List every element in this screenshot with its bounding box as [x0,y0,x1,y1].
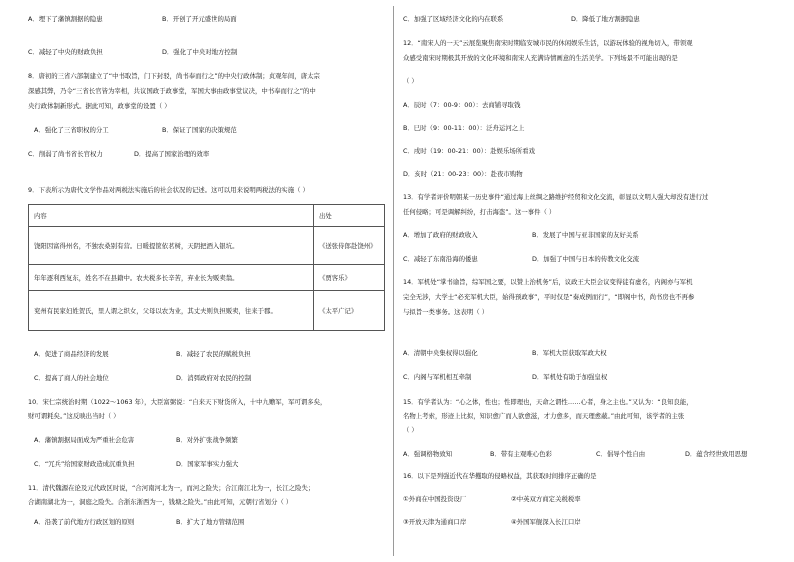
q13-option-a: A．增加了政府的财政收入 [403,231,478,239]
q16-item-1: ①外商在中国投资设厂 [403,495,467,503]
q7-option-c: C．减轻了中央的财政负担 [28,48,103,56]
q9-option-b: B．减轻了农民的赋税负担 [176,350,251,358]
q15-stem-line1: 15．有学者认为：“心之体，性也；性即理也，天命之谓性……心者，身之主也。”又认为：“良知良能， [403,398,693,406]
q16-stem: 16．以下是列强近代在华攫取的侵略权益，其获取时间排序正确的是 [403,472,597,480]
table-cell-content: 兖州有民家妇姓贺氏，里人谓之织女，父母以农为业，其丈夫则负担贩卖，往来于郡。 [29,291,314,331]
q10-option-a: A．藩镇割据局面成为严重社会危害 [34,436,135,444]
q14-stem-line2: 完全无涉，大学士“必充军机大臣，始得预政事”，平时仅是“奏成例而行”，“即阁中书，尚书房也不再参 [403,293,695,301]
q14-option-c: C．内阁与军机相互牵制 [403,373,472,381]
q12-stem-line1: 12．“南宋人的一天”云展览聚焦南宋时期临安城市民的休闲娱乐生活，以游玩体验的视角切入，带领观 [403,39,693,47]
q8-stem-line1: 8．唐初的三省六部制建立了“中书取旨，门下封驳，尚书奉而行之”的中央行政体制；贞观年间，唐太宗 [28,72,320,80]
q7-option-b: B．开创了开元盛世的局面 [162,15,237,23]
q13-option-b: B．发展了中国与亚非国家的友好关系 [532,231,639,239]
table-cell-content: 年年逐利西复东，姓名不在县籍中。农夫税多长辛苦，弃业长为贩卖翁。 [29,265,314,291]
q14-option-a: A．清朝中央集权得以强化 [403,349,478,357]
table-header-source: 出处 [314,205,385,227]
q12-option-b: B．巳时（9：00-11：00）：泛舟运河之上 [403,124,525,132]
q12-option-a: A．辰时（7：00-9：00）：去商铺寻取钱 [403,101,521,109]
q12-stem-line3: （ ） [403,77,418,85]
q8-option-a: A．强化了三省职权的分工 [34,126,109,134]
q10-option-b: B．对外扩张战争频繁 [176,436,238,444]
q11-stem-line2: 合湖南湖北为一，洞庭之险失。合浙东浙西为一，钱塘之险失。”由此可知，元朝行省划分（ ） [28,498,293,506]
q15-option-a: A．强调格物致知 [403,450,453,458]
q10-stem-line1: 10．宋仁宗统治时期（1022～1063 年），大臣富弼说：“自来天下财货所入，十中九赡军，军可谓多矣， [28,398,327,406]
q14-stem-line1: 14．军机处“掌书谕旨，综军国之要，以赞上治机务”后，议政王大臣会议变得徒有虚名，内阁亦与军机 [403,278,693,286]
table-row [29,291,385,331]
table-header-content: 内容 [29,205,314,227]
q11-option-d: D．降低了地方割据隐患 [571,15,640,23]
q13-stem-line1: 13．有学者评价明朝某一历史事件“通过海上丝绸之路维护经贸和文化交流，彰显以文明人强大却没有进行过 [403,193,709,201]
q12-option-c: C．戌时（19：00-21：00）：赴娱乐场所看戏 [403,147,535,155]
q8-option-c: C．削弱了尚书省长官权力 [28,150,103,158]
table-cell-content: 饶阳因富得州名，不独农桑别有营。日暖提筐依茗树，天阴把酒入银坑。 [29,227,314,265]
q8-option-b: B．保证了国家的决策规范 [162,126,237,134]
q9-source-table [28,204,385,331]
q13-stem-line2: 任何侵略；可是调解纠纷，打击海盗”。这一事件（ ） [403,208,556,216]
table-row [29,265,385,291]
q16-item-4: ④外国军舰深入长江口岸 [511,518,581,526]
q8-option-d: D．提高了国家治理的效率 [134,150,210,158]
q9-option-a: A．促进了商品经济的发展 [34,350,109,358]
table-cell-source: 《太平广记》 [314,291,385,331]
q9-stem: 9．下表所示为唐代文学作品对两税法实施后的社会状况的记述。这可以用来说明两税法的实施（ ） [28,186,309,194]
q10-option-c: C．“冗兵”给国家财政造成沉重负担 [34,460,135,468]
q15-stem-line2: 名物上考索，形迹上比拟，知识愈广而人欲愈滋，才力愈多，而天理愈蔽。”由此可知，该学者的主张 [403,412,685,420]
q14-option-d: D．军机处有助于加强皇权 [532,373,608,381]
q11-stem-line1: 11．清代魏源在论及元代政区时说，“合河南河北为一，而河之险失；合江南江北为一，长江之险失； [28,484,315,492]
q15-stem-line3: （ ） [403,426,418,434]
q15-option-c: C．倡导个性自由 [596,450,646,458]
q12-option-d: D．亥时（21：00-23：00）：赴夜市购物 [403,170,523,178]
q8-stem-line3: 央行政体制新形式。据此可知，政事堂的设置（ ） [28,102,171,110]
q7-option-a: A．埋下了藩镇割据的隐患 [28,15,103,23]
q9-option-c: C．提高了商人的社会地位 [34,374,109,382]
q16-item-3: ③开放天津为通商口岸 [403,518,467,526]
table-header-row [29,205,385,227]
q10-option-d: D．国家军事实力强大 [176,460,239,468]
q11-option-b: B．扩大了地方管辖范围 [176,518,245,526]
q11-option-c: C．加强了区域经济文化的内在联系 [403,15,504,23]
q8-stem-line2: 深感其弊，乃令“三省长官皆为宰相，共议国政于政事堂，军国大事由政事堂议决，中书奉而行之”的中 [28,87,316,95]
q15-option-b: B．带有主观唯心色彩 [490,450,552,458]
q14-stem-line3: 与拟旨一类事务。这表明（ ） [403,308,489,316]
table-cell-source: 《贾客乐》 [314,265,385,291]
q10-stem-line2: 财可谓耗矣。”这反映出当时（ ） [28,412,120,420]
q12-stem-line2: 众感受南宋时期极其开放的文化环境和南宋人充满诗情画意的生活美学。下列场景不可能出现的是 [403,54,678,62]
table-cell-source: 《送张侍郎赴饶州》 [314,227,385,265]
q13-option-c: C．减轻了东南沿海的倭患 [403,255,478,263]
q11-option-a: A．沿袭了前代地方行政区划的原则 [34,518,135,526]
q13-option-d: D．加强了中国与日本的传教文化交流 [532,255,640,263]
q16-item-2: ②中英双方商定关税税率 [511,495,581,503]
q9-option-d: D．消弭政府对农民的控制 [176,374,252,382]
table-row [29,227,385,265]
q15-option-d: D．蕴含经世致用思想 [685,450,748,458]
column-divider [393,6,394,556]
q14-option-b: B．军机大臣获取军政大权 [532,349,607,357]
q7-option-d: D．强化了中央对地方控制 [162,48,238,56]
